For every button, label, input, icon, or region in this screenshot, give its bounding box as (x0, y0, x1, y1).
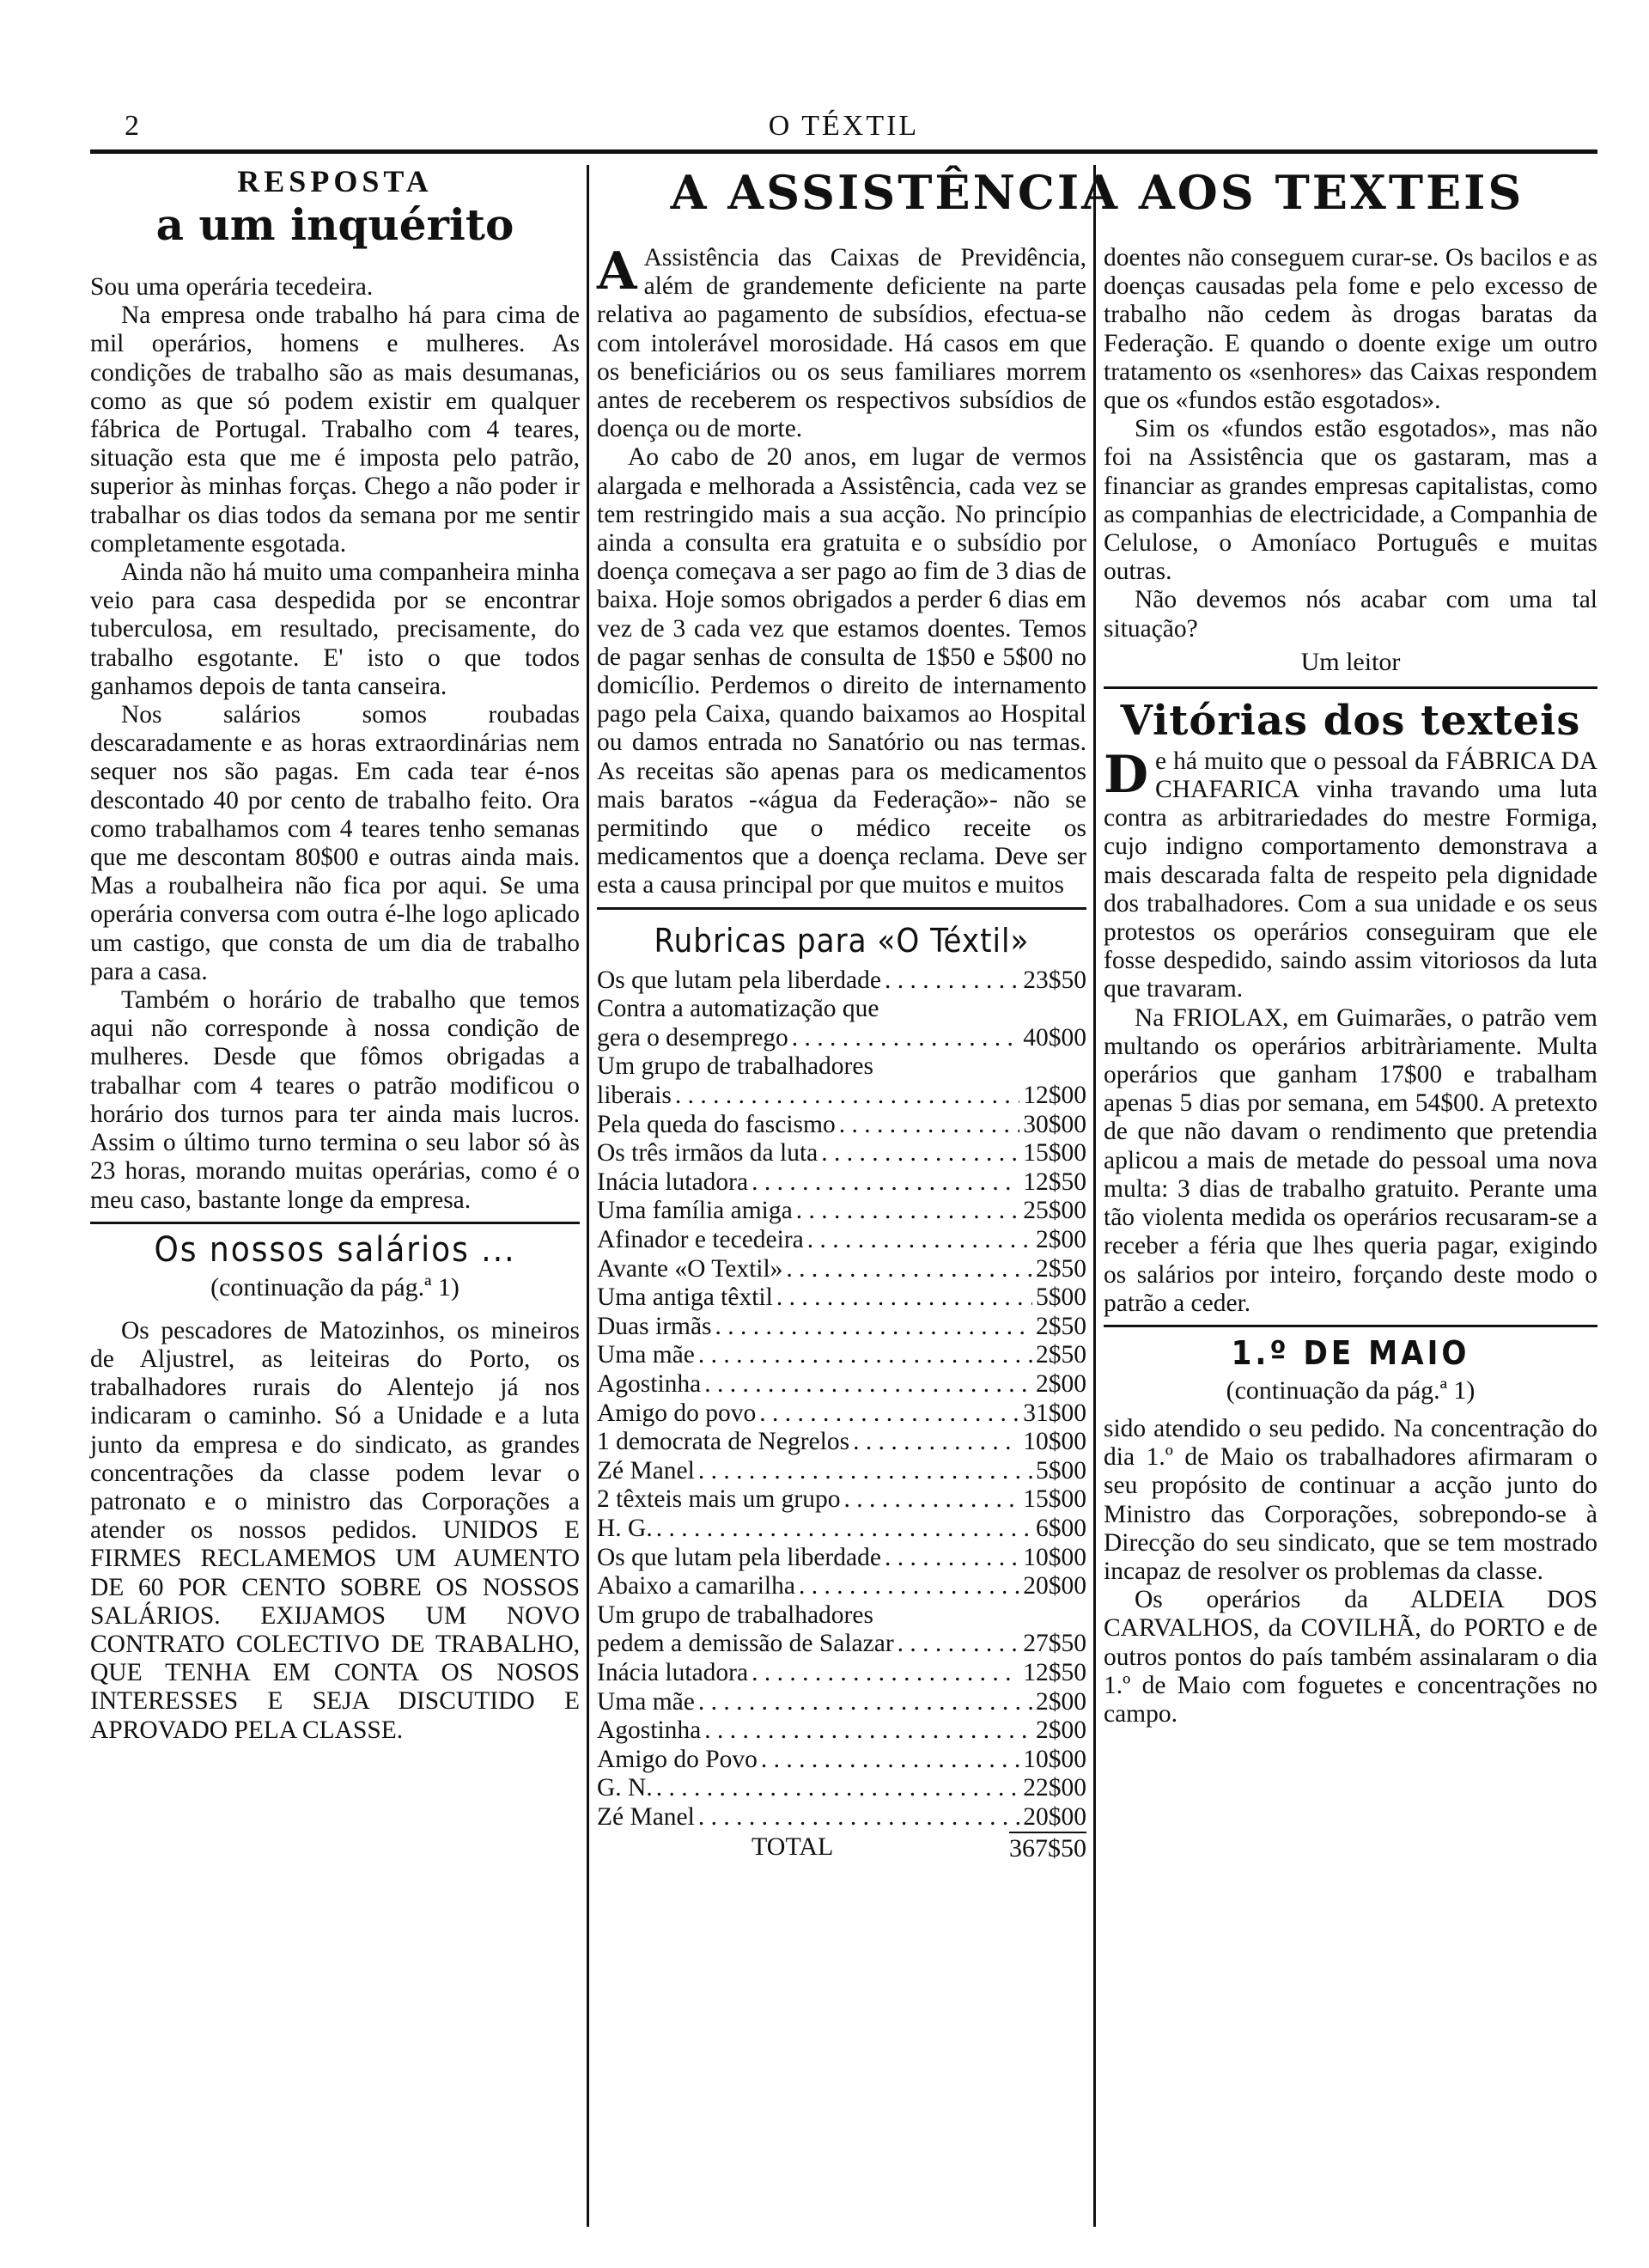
rubrica-amount: 12$50 (1023, 1658, 1086, 1686)
rubrica-label: Inácia lutadora (597, 1168, 749, 1196)
leader-dots (796, 1197, 1020, 1226)
rubrica-amount: 5$00 (1036, 1456, 1086, 1485)
masthead: O TÉXTIL (768, 110, 920, 142)
rubrica-label: 2 têxteis mais um grupo (597, 1485, 841, 1514)
rubrica-label: H. G. (597, 1514, 653, 1542)
rubrica-row (597, 1313, 1086, 1342)
rubrica-label: Inácia lutadora (597, 1658, 749, 1686)
rubrica-amount: 2$00 (1036, 1687, 1086, 1716)
assistencia-paragraph: Não devemos nós acabar com uma tal situação? (1104, 586, 1597, 643)
resposta-kicker: RESPOSTA (237, 164, 433, 198)
rubrica-label: pedem a demissão de Salazar (597, 1630, 894, 1658)
assistencia-article (597, 241, 1086, 900)
rubrica-row (597, 1139, 1086, 1168)
leader-dots (885, 966, 1019, 996)
rubrica-row: Um grupo de trabalhadores (597, 1052, 873, 1081)
dropcap: D (1104, 744, 1149, 805)
resposta-paragraph: Nos salários somos roubadas descaradamente e as horas extraordinárias nem sequer nos são pagas. Em cada tear é-nos descontado 40 por cento de trabalho feito. Ora como trabalhamos com 4 teares tenho semanas que me descontam 80$00 e outras ainda mais. Mas a roubalheira não fica por aqui. Se uma operária conversa com outra é-lhe logo aplicado um castigo, que consta de um dia de trabalho para a casa. (90, 701, 580, 985)
leader-dots (885, 1544, 1019, 1573)
rubrica-label: G. N. (597, 1774, 653, 1802)
rubrica-row (597, 1168, 1086, 1198)
rubrica-row (597, 1370, 1086, 1399)
rubrica-row: Um grupo de trabalhadores (597, 1600, 873, 1629)
right-column (1104, 244, 1597, 1728)
leader-dots (759, 1399, 1019, 1429)
rubrica-label: Afinador e tecedeira (597, 1226, 804, 1254)
leader-dots (786, 1255, 1032, 1284)
rubrica-row (597, 1255, 1086, 1284)
rubrica-row (597, 1746, 1086, 1775)
rubrica-row (597, 1688, 1086, 1717)
leader-dots (656, 1774, 1020, 1803)
leader-dots (821, 1139, 1019, 1168)
rubrica-label: Amigo do Povo (597, 1745, 758, 1773)
rubrica-label: Zé Manel (597, 1802, 695, 1831)
resposta-paragraph: Na empresa onde trabalho há para cima de mil operários, homens e mulheres. As condições de trabalho são as mais desumanas, como as que só podem existir em qualquer fábrica de Portugal. Trabalho com 4 teares, situação esta que me é imposta pelo patrão, superior às minhas forças. Chego a não poder ir trabalhar os dias todos da semana por me sentir completamente esgotada. (90, 302, 580, 558)
rubrica-amount: 40$00 (1023, 1023, 1086, 1052)
rubrica-amount: 6$00 (1036, 1514, 1086, 1542)
rubrica-amount: 12$50 (1023, 1168, 1086, 1196)
rubrica-row (597, 1515, 1086, 1544)
rubrica-row (597, 1803, 1086, 1832)
header-rule (90, 149, 1597, 154)
leader-dots (807, 1226, 1032, 1255)
rubrica-amount: 2$50 (1036, 1341, 1086, 1369)
rubrica-amount: 10$00 (1023, 1543, 1086, 1571)
salarios-paragraph: Os pescadores de Matozinhos, os mineiros de Aljustrel, as leiteiras do Porto, os trabalhadores rurais do Alentejo já nos indicaram o caminho. Só a Unidade e a luta junto da empresa e do sindicato, as grandes concentrações da classe podem levar o patronato e o ministro das Corporações a atender os nossos pedidos. UNIDOS E FIRMES RECLAMEMOS UM AUMENTO DE 60 POR CENTO SOBRE OS NOSSOS SALÁRIOS. EXIJAMOS UM NOVO CONTRATO COLECTIVO DE TRABALHO, QUE TENHA EM CONTA OS NOSOS INTERESSES E SEJA DISCUTIDO E APROVADO PELA CLASSE. (90, 1316, 580, 1744)
rubrica-amount: 27$50 (1023, 1630, 1086, 1658)
rubrica-label: Uma mãe (597, 1341, 695, 1369)
assistencia-paragraph: Ao cabo de 20 anos, em lugar de vermos alargada e melhorada a Assistência, cada vez se tem restringido mais a sua acção. No princípio ainda a consulta era gratuita e o subsídio por doença começava a ser pago ao fim de 3 dias de baixa. Hoje somos obrigados a perder 6 dias em vez de 3 cada vez que estamos doentes. Temos de pagar senhas de consulta de 1$50 e 5$00 no domicílio. Perdemos o direito de internamento pago pela Caixa, quando baixamos ao Hospital ou damos entrada no Sanatório ou nas termas. As receitas são apenas para os medicamentos mais baratos -«água da Federação»- não se permitindo que o médico receite os medicamentos que a doença reclama. Deve ser esta a causa principal por que muitos e muitos (597, 443, 1086, 899)
leader-dots (792, 1024, 1019, 1053)
maio-continuation: (continuação da pág.ª 1) (1226, 1375, 1476, 1405)
rubrica-row (597, 1428, 1086, 1457)
leader-dots (853, 1428, 1019, 1457)
middle-column (597, 241, 1086, 1864)
leader-dots (844, 1485, 1020, 1515)
rubrica-label: Duas irmãs (597, 1312, 712, 1340)
leader-dots (698, 1803, 1019, 1832)
rubrica-amount: 2$50 (1036, 1254, 1086, 1283)
column-divider-left (587, 165, 589, 2227)
rubrica-amount: 30$00 (1023, 1110, 1086, 1138)
rubrica-row (597, 1457, 1086, 1486)
resposta-title: a um inquérito (155, 199, 514, 250)
assistencia-paragraph: Sim os «fundos estão esgotados», mas não foi na Assistência que os gastaram, mas a financiar as grandes empresas capitalistas, como as companhias de electricidade, a Companhia de Celulose, o Amoníaco Português e muitas outras. (1104, 415, 1597, 586)
rubrica-amount: 20$00 (1023, 1802, 1086, 1831)
rubrica-amount: 2$00 (1036, 1226, 1086, 1254)
rubrica-label: Uma mãe (597, 1687, 695, 1716)
assistencia-paragraph: A Assistência das Caixas de Previdência, além de grandemente deficiente na parte relativa ao pagamento de subsídios, efectua-se com intolerável morosidade. Há casos em que os beneficiários ou os seus familiares morrem antes de receberem os respectivos subsídios de doença ou de morte. (597, 241, 1086, 443)
rubrica-amount: 10$00 (1023, 1745, 1086, 1773)
rubrica-row (597, 1226, 1086, 1255)
rubrica-row (597, 1774, 1086, 1803)
rubrica-label: Agostinha (597, 1369, 702, 1398)
rubrica-label: Os três irmãos da luta (597, 1139, 818, 1168)
rubrica-row: Contra a automatização que (597, 995, 879, 1023)
rubrica-label: liberais (597, 1082, 672, 1110)
vitorias-article (1104, 744, 1597, 1318)
leader-dots (776, 1283, 1032, 1313)
leader-dots (656, 1515, 1032, 1544)
rubrica-amount: 20$00 (1023, 1572, 1086, 1600)
assistencia-continuation (1104, 244, 1597, 643)
resposta-paragraph: Também o horário de trabalho que temos aqui não corresponde à nossa condição de mulheres. Desde que fômos obrigadas a trabalhar com 4 teares o patrão modificou o horário dos turnos para ter ainda mais lucros. Assim o último turno termina o seu labor só às 23 horas, morando muitas operárias, como é o meu caso, bastante longe da empresa. (90, 986, 580, 1214)
leader-dots (698, 1457, 1032, 1486)
rubrica-label: Pela queda do fascismo (597, 1110, 836, 1138)
leader-dots (898, 1630, 1020, 1659)
maio-article (1104, 1415, 1597, 1728)
rubrica-row (597, 1399, 1086, 1429)
rubrica-amount: 2$00 (1036, 1369, 1086, 1398)
rubrica-label: Os que lutam pela liberdade (597, 966, 881, 994)
rubrica-row (597, 1197, 1086, 1226)
rubrica-amount: 2$00 (1036, 1716, 1086, 1745)
rubricas-total (597, 1832, 1086, 1864)
leader-dots (704, 1716, 1032, 1746)
leader-dots (799, 1572, 1019, 1601)
rubrica-row (597, 1341, 1086, 1370)
rubrica-row (597, 1544, 1086, 1573)
rubrica-row (597, 1082, 1086, 1111)
leader-dots (751, 1659, 1019, 1688)
total-label: TOTAL (751, 1832, 834, 1862)
rubrica-label: Amigo do povo (597, 1399, 757, 1427)
rubrica-amount: 15$00 (1023, 1485, 1086, 1514)
rubrica-row (597, 1659, 1086, 1688)
assistencia-headline: A ASSISTÊNCIA AOS TEXTEIS (670, 165, 1524, 220)
maio-paragraph: Os operários da ALDEIA DOS CARVALHOS, da COVILHÃ, do PORTO e de outros pontos do país também assinalaram o dia 1.º de Maio com foguetes e concentrações no campo. (1104, 1586, 1597, 1728)
section-divider (597, 907, 1086, 910)
salarios-continuation: (continuação da pág.ª 1) (210, 1272, 459, 1302)
rubrica-amount: 5$00 (1036, 1283, 1086, 1312)
rubrica-label: Abaixo a camarilha (597, 1572, 795, 1600)
rubrica-label: Avante «O Textil» (597, 1254, 783, 1283)
rubrica-row (597, 1283, 1086, 1313)
maio-title: 1.º DE MAIO (1231, 1333, 1470, 1372)
vitorias-title: Vitórias dos texteis (1120, 696, 1581, 745)
page-header (90, 110, 1597, 144)
rubrica-row (597, 1111, 1086, 1140)
rubrica-amount: 31$00 (1023, 1399, 1086, 1427)
leader-dots (839, 1111, 1020, 1140)
salarios-article (90, 1317, 580, 1745)
leader-dots (715, 1313, 1032, 1342)
rubrica-amount: 25$00 (1023, 1197, 1086, 1225)
dropcap: A (597, 241, 637, 302)
section-divider (1104, 1325, 1597, 1327)
rubrica-row (597, 1716, 1086, 1746)
rubrica-label: Agostinha (597, 1716, 702, 1745)
rubrica-label: gera o desemprego (597, 1023, 788, 1052)
leader-dots (761, 1746, 1019, 1775)
rubrica-row (597, 1630, 1086, 1659)
section-divider (90, 1222, 580, 1224)
vitorias-paragraph: Na FRIOLAX, em Guimarães, o patrão vem multando os operários arbitràriamente. Multa operários que ganham 17$00 e trabalham apenas 5 dias por semana, em 54$00. A pretexto de que não davam o rendimento que pretendia aplicou a mais de metade do pessoal uma nova multa: 3 dias de trabalho gratuito. Perante uma tão violenta medida os operários recusaram-se a receber a féria que lhes queria pagar, exigindo os salários por inteiro, forçando deste modo o patrão a ceder. (1104, 1003, 1597, 1317)
rubrica-label: 1 democrata de Negrelos (597, 1428, 850, 1456)
signature: Um leitor (1300, 647, 1401, 676)
page-number: 2 (125, 110, 139, 142)
rubrica-row (597, 966, 1086, 996)
leader-dots (698, 1341, 1032, 1370)
rubricas-list (597, 966, 1086, 1832)
rubrica-amount: 15$00 (1023, 1139, 1086, 1168)
resposta-paragraph: Sou uma operária tecedeira. (90, 273, 374, 301)
rubrica-label: Os que lutam pela liberdade (597, 1543, 881, 1571)
rubrica-amount: 23$50 (1023, 966, 1086, 994)
rubricas-title: Rubricas para «O Téxtil» (654, 921, 1030, 960)
rubrica-row (597, 1024, 1086, 1053)
total-amount: 367$50 (1009, 1832, 1086, 1864)
leader-dots (675, 1082, 1019, 1111)
leader-dots (704, 1370, 1032, 1399)
rubrica-label: Zé Manel (597, 1456, 695, 1485)
assistencia-paragraph: doentes não conseguem curar-se. Os bacilos e as doenças causadas pela fome e pelo excesso de trabalho não cedem às drogas baratas da Federação. E quando o doente exige um outro tratamento os «senhores» das Caixas respondem que os «fundos estão esgotados». (1104, 244, 1597, 415)
rubrica-label: Uma antiga têxtil (597, 1283, 773, 1312)
rubrica-row (597, 1485, 1086, 1515)
resposta-article (90, 273, 580, 1215)
salarios-title: Os nossos salários ... (154, 1229, 516, 1270)
rubrica-amount: 10$00 (1023, 1428, 1086, 1456)
rubrica-amount: 12$00 (1023, 1082, 1086, 1110)
column-divider-right (1093, 165, 1096, 2227)
rubrica-amount: 2$50 (1036, 1312, 1086, 1340)
resposta-paragraph: Ainda não há muito uma companheira minha veio para casa despedida por se encontrar tuberculosa, em resultado, precisamente, do trabalho esgotante. E' isto o que todos ganhamos depois de tanta canseira. (90, 558, 580, 700)
maio-paragraph: sido atendido o seu pedido. Na concentração do dia 1.º de Maio os trabalhadores afirmaram o seu propósito de continuar a acção junto do Ministro das Corporações, sobrepondo-se à Direcção do seu sindicato, que se tem mostrado incapaz de resolver os problemas da classe. (1104, 1414, 1597, 1585)
left-column (90, 163, 580, 1745)
rubrica-label: Uma família amiga (597, 1197, 793, 1225)
leader-dots (698, 1688, 1032, 1717)
section-divider (1104, 686, 1597, 689)
rubrica-row (597, 1572, 1086, 1601)
vitorias-paragraph: De há muito que o pessoal da FÁBRICA DA CHAFARICA vinha travando uma luta contra as arbitrariedades do mestre Formiga, cujo indigno comportamento demonstrava a mais descarada falta de respeito pela dignidade dos trabalhadores. Com a sua unidade e os seus protestos os operários conseguiram que ele fosse despedido, saindo assim vitoriosos da luta que travaram. (1104, 744, 1597, 1003)
rubrica-amount: 22$00 (1023, 1774, 1086, 1802)
leader-dots (751, 1168, 1019, 1198)
